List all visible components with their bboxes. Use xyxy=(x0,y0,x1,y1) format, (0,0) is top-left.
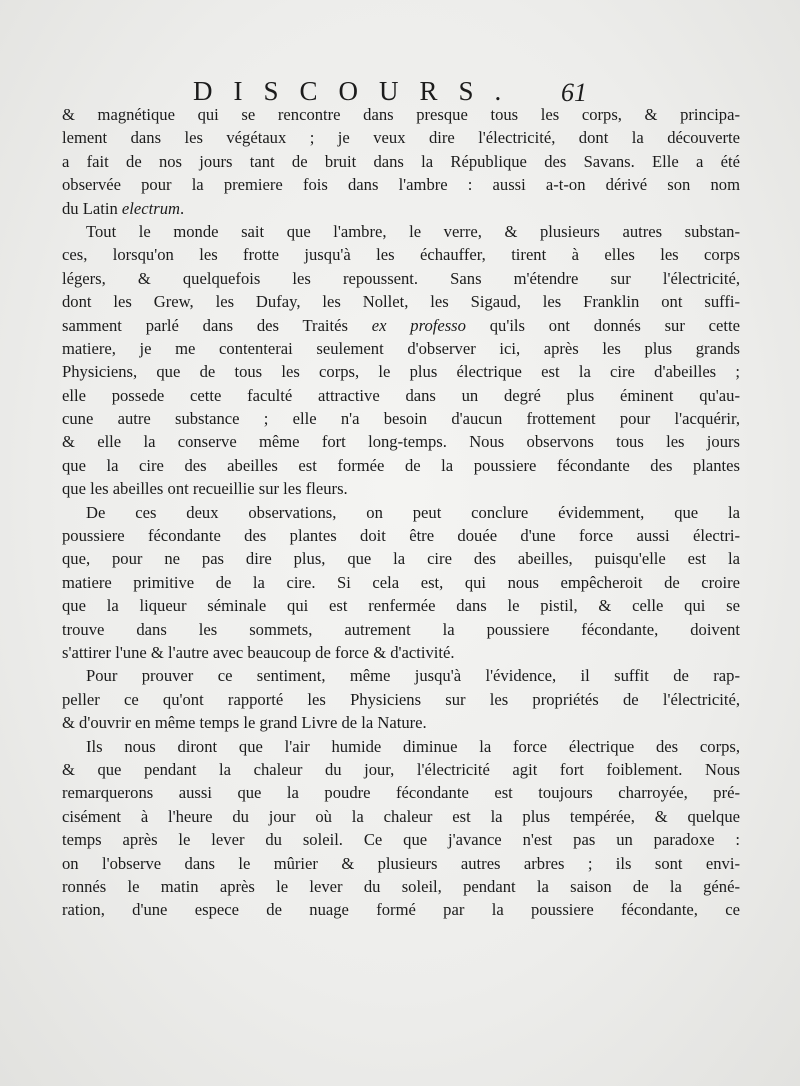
text-line: ces, lorsqu'on les frotte jusqu'à les échauffer, tirent à elles les corps xyxy=(62,245,740,265)
text-line: matiere, je me contenterai seulement d'observer ici, après les plus grands xyxy=(62,338,740,358)
text-line: dont les Grew, les Dufay, les Nollet, les Sigaud, les Franklin ont suffi- xyxy=(62,292,740,312)
page-number: 61 xyxy=(561,78,587,107)
text-line: cune autre substance ; elle n'a besoin d'aucun frottement pour l'acquérir, xyxy=(62,409,740,429)
text-line: que la cire des abeilles est formée de la poussiere fécondante des plantes xyxy=(62,455,740,475)
text-line: cisément à l'heure du jour où la chaleur est la plus tempérée, & quelque xyxy=(62,806,740,826)
text-line: que les abeilles ont recueillie sur les fleurs. xyxy=(62,479,348,499)
text-line: samment parlé dans des Traités ex professo qu'ils ont donnés sur cette xyxy=(62,315,740,335)
text-line: matiere primitive de la cire. Si cela est, qui nous empêcheroit de croire xyxy=(62,572,740,592)
text-line: lement dans les végétaux ; je veux dire l'électricité, dont la découverte xyxy=(62,128,740,148)
text-line: que, pour ne pas dire plus, que la cire des abeilles, puisqu'elle est la xyxy=(62,549,740,569)
text-line: & elle la conserve même fort long-temps. Nous observons tous les jours xyxy=(62,432,740,452)
text-line: & d'ouvrir en même temps le grand Livre de la Nature. xyxy=(62,713,427,733)
page-header xyxy=(0,76,800,106)
text-line: que la liqueur séminale qui est renfermée dans le pistil, & celle qui se xyxy=(62,596,740,616)
paragraph-1 xyxy=(62,103,740,220)
text-line: temps après le lever du soleil. Ce que j'avance n'est pas un paradoxe : xyxy=(62,830,740,850)
text-line: elle possede cette faculté attractive dans un degré plus éminent qu'au- xyxy=(62,385,740,405)
text-line: remarquerons aussi que la poudre fécondante est toujours charroyée, pré- xyxy=(62,783,740,803)
text-line: on l'observe dans le mûrier & plusieurs autres arbres ; ils sont envi- xyxy=(62,853,740,873)
text-line: peller ce qu'ont rapporté les Physiciens sur les propriétés de l'électricité, xyxy=(62,689,740,709)
paragraph-2 xyxy=(62,220,740,501)
paragraph-4 xyxy=(62,664,740,734)
text-line: observée pour la premiere fois dans l'ambre : aussi a-t-on dérivé son nom xyxy=(62,175,740,195)
text-line: s'attirer l'une & l'autre avec beaucoup de force & d'activité. xyxy=(62,642,455,662)
text-line: ration, d'une espece de nuage formé par la poussiere fécondante, ce xyxy=(62,900,740,920)
text-line: légers, & quelquefois les repoussent. Sans m'étendre sur l'électricité, xyxy=(62,268,740,288)
text-line: Physiciens, que de tous les corps, le plus électrique est la cire d'abeilles ; xyxy=(62,362,740,382)
text-line: a fait de nos jours tant de bruit dans la République des Savans. Elle a été xyxy=(62,151,740,171)
text-line: Pour prouver ce sentiment, même jusqu'à l'évidence, il suffit de rap- xyxy=(86,666,740,686)
text-line: De ces deux observations, on peut conclure évidemment, que la xyxy=(86,502,740,522)
text-line: Tout le monde sait que l'ambre, le verre, & plusieurs autres substan- xyxy=(86,221,740,241)
text-line: ronnés le matin après le lever du soleil, pendant la saison de la géné- xyxy=(62,876,740,896)
body-text xyxy=(62,103,740,922)
text-line: trouve dans les sommets, autrement la poussiere fécondante, doivent xyxy=(62,619,740,639)
text-line: du Latin electrum. xyxy=(62,198,185,218)
paragraph-5 xyxy=(62,735,740,922)
running-title: DISCOURS. xyxy=(193,76,523,106)
text-line: & magnétique qui se rencontre dans presque tous les corps, & principa- xyxy=(62,105,740,124)
text-line: poussiere fécondante des plantes doit être douée d'une force aussi électri- xyxy=(62,526,740,546)
text-line: Ils nous diront que l'air humide diminue la force électrique des corps, xyxy=(86,736,740,756)
text-line: & que pendant la chaleur du jour, l'électricité agit fort foiblement. Nous xyxy=(62,759,740,779)
paragraph-3 xyxy=(62,501,740,665)
